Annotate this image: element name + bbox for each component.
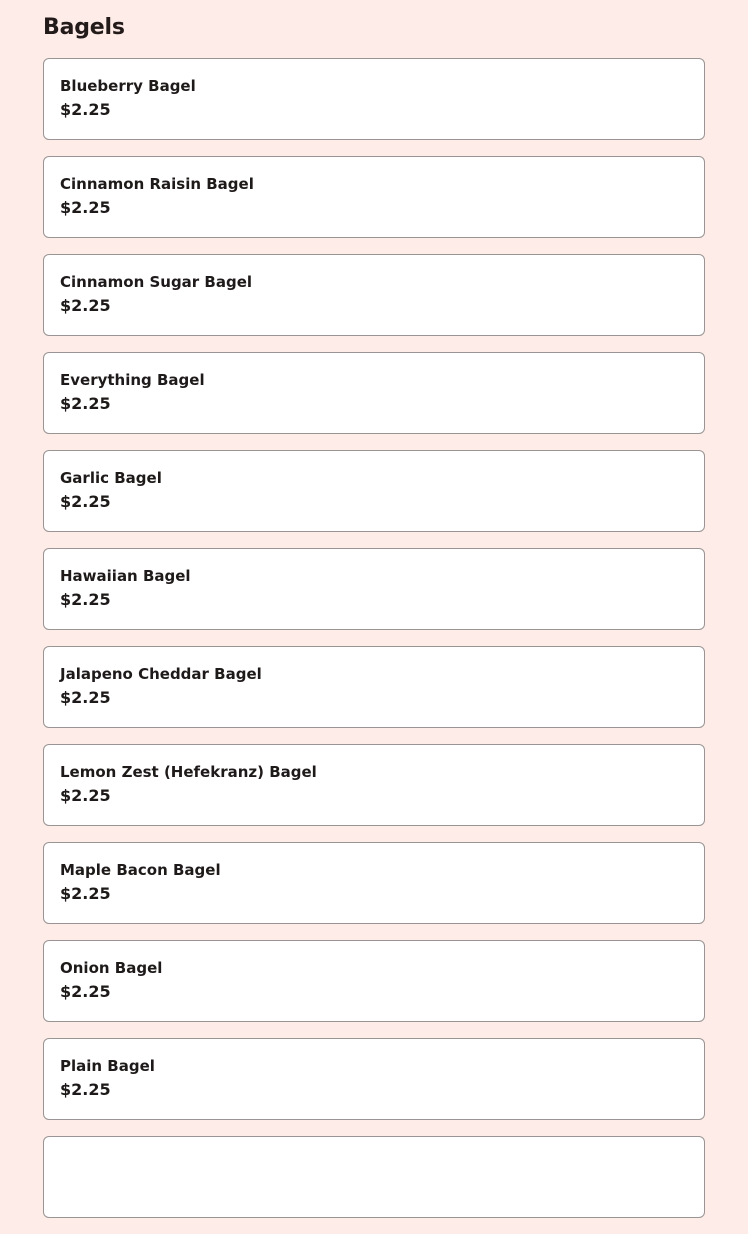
menu-item-name: Jalapeno Cheddar Bagel xyxy=(60,665,262,683)
menu-item-card[interactable] xyxy=(43,646,705,728)
menu-item-card[interactable] xyxy=(43,254,705,336)
menu-item-card[interactable] xyxy=(43,842,705,924)
menu-item-price: $2.25 xyxy=(60,296,111,315)
menu-item-price: $2.25 xyxy=(60,590,111,609)
menu-item-price: $2.25 xyxy=(60,786,111,805)
menu-item-name: Maple Bacon Bagel xyxy=(60,861,221,879)
menu-item-name: Cinnamon Raisin Bagel xyxy=(60,175,254,193)
menu-item-name: Cinnamon Sugar Bagel xyxy=(60,273,253,291)
menu-item-price: $2.25 xyxy=(60,198,111,217)
menu-item-card[interactable] xyxy=(43,352,705,434)
menu-item-price: $2.25 xyxy=(60,884,111,903)
menu-item-card[interactable] xyxy=(43,450,705,532)
menu-item-name: Everything Bagel xyxy=(60,371,205,389)
menu-item-price: $2.25 xyxy=(60,1080,111,1099)
menu-item-card[interactable] xyxy=(43,156,705,238)
menu-item-card[interactable] xyxy=(43,1038,705,1120)
menu-item-name: Onion Bagel xyxy=(60,959,163,977)
menu-item-name: Garlic Bagel xyxy=(60,469,162,487)
menu-item-price: $2.25 xyxy=(60,100,111,119)
menu-item-name: Blueberry Bagel xyxy=(60,77,196,95)
menu-item-price: $2.25 xyxy=(60,394,111,413)
menu-item-name: Plain Bagel xyxy=(60,1057,155,1075)
menu-item-card-partial[interactable] xyxy=(43,1136,705,1218)
menu-item-name: Lemon Zest (Hefekranz) Bagel xyxy=(60,763,317,781)
menu-item-name: Hawaiian Bagel xyxy=(60,567,191,585)
menu-item-card[interactable] xyxy=(43,58,705,140)
menu-item-price: $2.25 xyxy=(60,688,111,707)
menu-item-list xyxy=(43,58,705,1234)
menu-item-card[interactable] xyxy=(43,744,705,826)
menu-item-price: $2.25 xyxy=(60,492,111,511)
menu-item-card[interactable] xyxy=(43,548,705,630)
menu-item-card[interactable] xyxy=(43,940,705,1022)
section-title: Bagels xyxy=(43,15,125,40)
menu-item-price: $2.25 xyxy=(60,982,111,1001)
